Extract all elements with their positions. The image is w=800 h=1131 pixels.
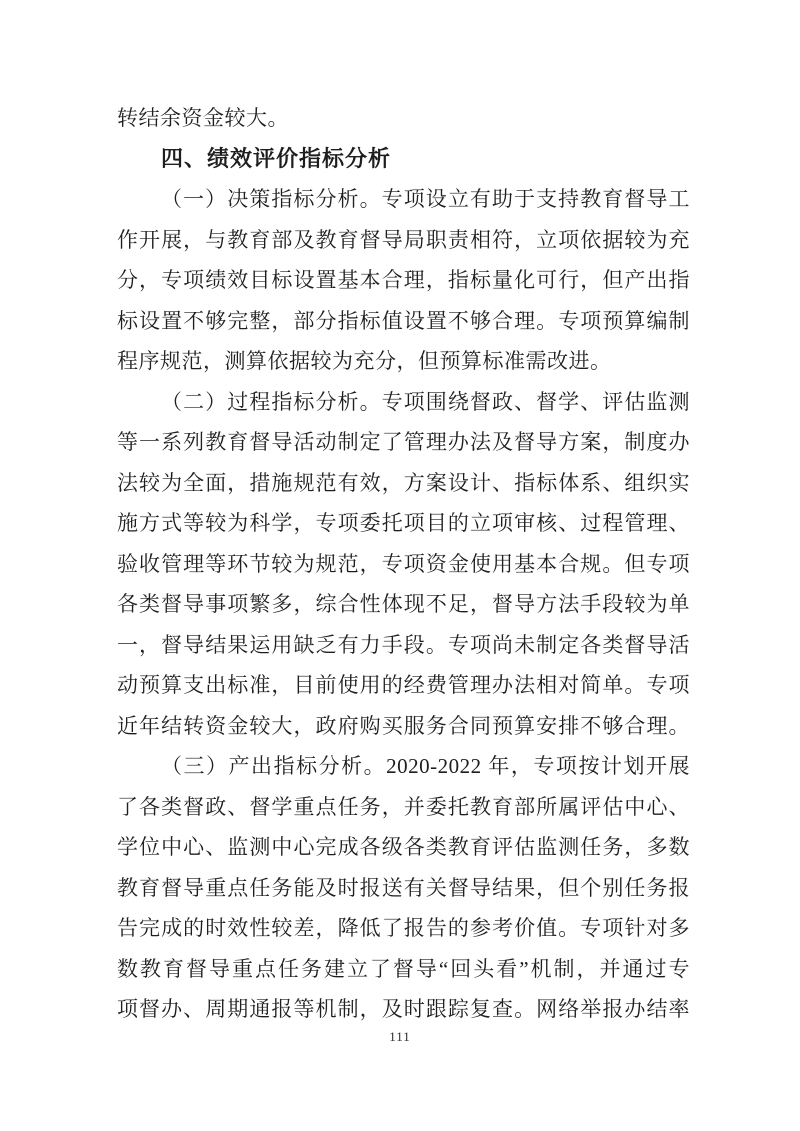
text-line: 了各类督政、督学重点任务，并委托教育部所属评估中心、 [117, 794, 690, 819]
text-line: 转结余资金较大。 [117, 106, 289, 130]
text-line: （一）决策指标分析。专项设立有助于支持教育督导工 [161, 187, 690, 211]
section-heading: 四、绩效评价指标分析 [161, 145, 392, 171]
page-number: 111 [389, 1029, 411, 1044]
page-body [117, 98, 690, 1030]
text-line: 动预算支出标准，目前使用的经费管理办法相对简单。专项 [117, 673, 690, 697]
text-line: 程序规范，测算依据较为充分，但预算标准需改进。 [117, 349, 612, 373]
text-line: 数教育督导重点任务建立了督导“回头看”机制，并通过专 [117, 956, 690, 981]
text-line: 作开展，与教育部及教育督导局职责相符，立项依据较为充 [117, 227, 690, 252]
text-line: 等一系列教育督导活动制定了管理办法及督导方案，制度办 [117, 430, 690, 454]
text-line: 施方式等较为科学，专项委托项目的立项审核、过程管理、 [117, 511, 690, 535]
text-line: 法较为全面，措施规范有效，方案设计、指标体系、组织实 [117, 470, 690, 495]
text-line: （二）过程指标分析。专项围绕督政、督学、评估监测 [161, 389, 690, 414]
text-line: 分，专项绩效目标设置基本合理，指标量化可行，但产出指 [117, 268, 690, 292]
text-line: 教育督导重点任务能及时报送有关督导结果，但个别任务报 [117, 875, 690, 900]
text-line: 标设置不够完整，部分指标值设置不够合理。专项预算编制 [117, 308, 690, 333]
text-line: 项督办、周期通报等机制，及时跟踪复查。网络举报办结率 [117, 997, 690, 1021]
text-line: 近年结转资金较大，政府购买服务合同预算安排不够合理。 [117, 713, 690, 738]
text-line: 验收管理等环节较为规范，专项资金使用基本合规。但专项 [117, 551, 690, 576]
text-line: 告完成的时效性较差，降低了报告的参考价值。专项针对多 [117, 916, 690, 940]
text-line: （三）产出指标分析。2020-2022 年，专项按计划开展 [161, 754, 690, 778]
text-line: 学位中心、监测中心完成各级各类教育评估监测任务，多数 [117, 835, 690, 859]
text-line: 一，督导结果运用缺乏有力手段。专项尚未制定各类督导活 [117, 632, 690, 657]
text-line: 各类督导事项繁多，综合性体现不足，督导方法手段较为单 [117, 592, 690, 616]
